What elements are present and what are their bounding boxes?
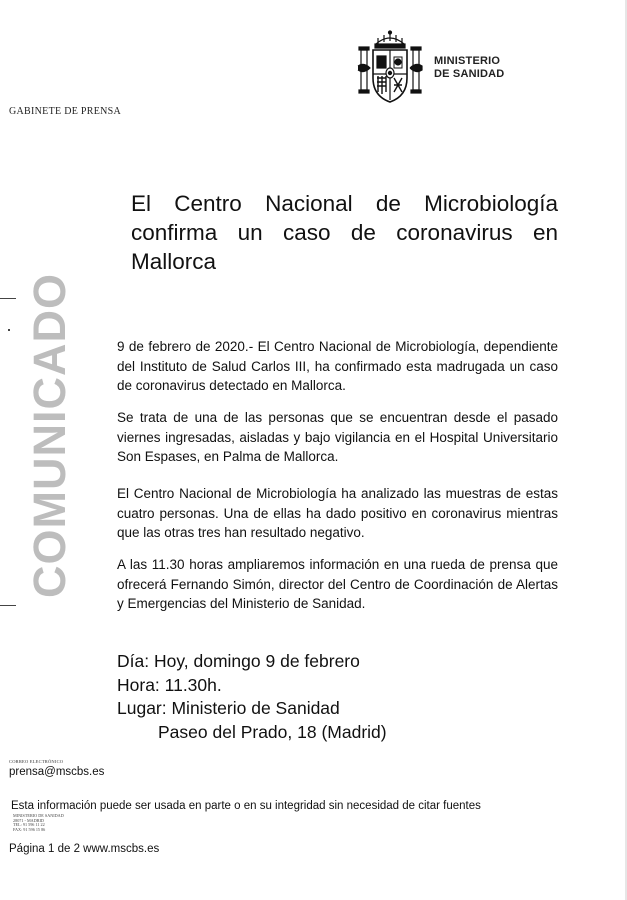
margin-mark-top — [0, 298, 16, 299]
press-office-label: GABINETE DE PRENSA — [9, 106, 122, 117]
address-line-1: MINISTERIO DE SANIDAD — [13, 813, 64, 818]
ministry-line-2: DE SANIDAD — [434, 68, 505, 80]
email-label: CORREO ELECTRÓNICO — [9, 759, 64, 764]
margin-mark-bottom — [0, 605, 16, 606]
side-label-comunicado: COMUNICADO — [24, 273, 75, 598]
margin-dot — [8, 329, 10, 331]
address-line-3: TEL: 91 596 11 22 — [13, 822, 45, 828]
paragraph-4: A las 11.30 horas ampliaremos información en una rueda de prensa que ofrecerá Fernando Simón, director del Centro de Coordinación de Alertas y Emergencias del Ministerio de Sanidad. — [117, 557, 558, 611]
coat-of-arms-icon — [356, 30, 424, 106]
event-day: Día: Hoy, domingo 9 de febrero — [117, 651, 360, 671]
usage-notice: Esta información puede ser usada en parte o en su integridad sin necesidad de citar fuentes — [11, 800, 481, 812]
ministry-address — [13, 814, 64, 832]
address-line-4: FAX: 91 596 15 86 — [13, 826, 46, 832]
event-time: Hora: 11.30h. — [117, 674, 222, 695]
ministry-line-1: MINISTERIO — [434, 55, 501, 67]
address-line-2: 28071 - MADRID — [13, 817, 44, 823]
paragraph-2: Se trata de una de las personas que se encuentran desde el pasado viernes ingresadas, aisladas y bajo vigilancia en el Hospital Universitario Son Espases, en Palma de Mallorca. — [117, 410, 558, 464]
contact-email[interactable]: prensa@mscbs.es — [9, 766, 105, 778]
paragraph-1: 9 de febrero de 2020.- El Centro Nacional de Microbiología, dependiente del Instituto de Salud Carlos III, ha confirmado esta madrugada un caso de coronavirus detectado en Mallorca. — [117, 339, 558, 393]
event-details — [117, 650, 387, 744]
event-place: Lugar: Ministerio de Sanidad — [117, 698, 340, 718]
page-title: El Centro Nacional de Microbiología confirma un caso de coronavirus en Mallorca — [131, 191, 558, 274]
pagination-footer: Página 1 de 2 www.mscbs.es — [9, 843, 160, 855]
ministry-name — [434, 55, 504, 81]
event-address: Paseo del Prado, 18 (Madrid) — [158, 721, 387, 742]
paragraph-3: El Centro Nacional de Microbiología ha analizado las muestras de estas cuatro personas. Una de ellas ha dado positivo en coronavirus mientras que las otras tres han resultado negativo. — [117, 486, 558, 540]
